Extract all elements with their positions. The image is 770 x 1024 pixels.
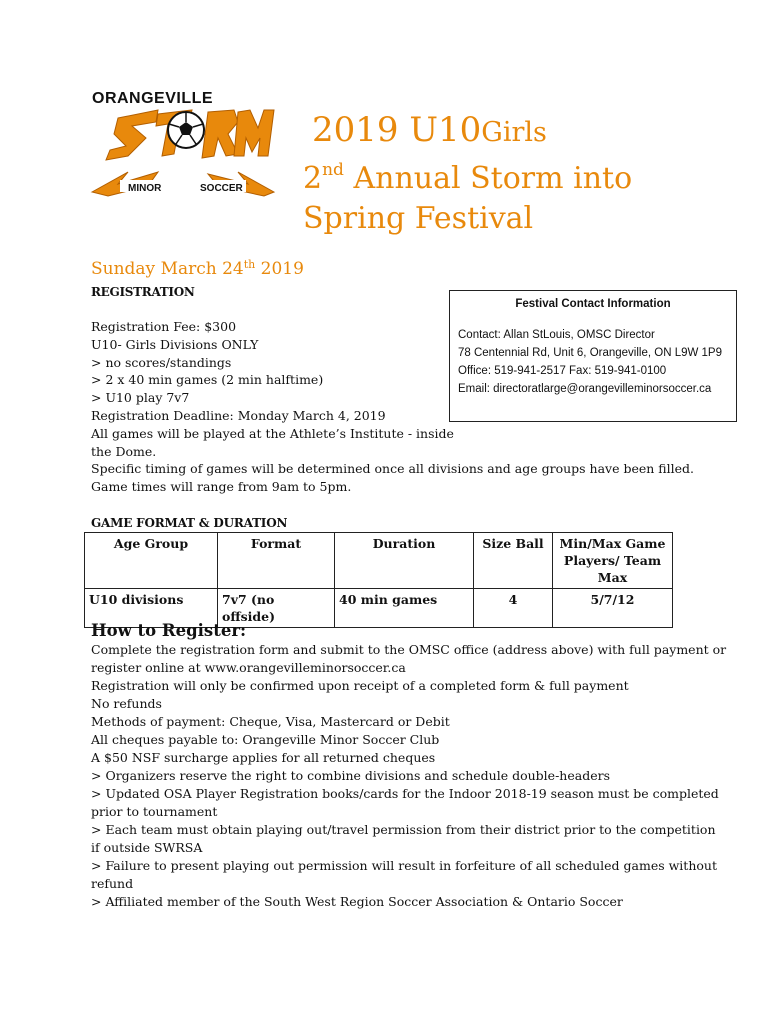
table-header-cell: Format	[218, 533, 335, 589]
registration-line: U10- Girls Divisions ONLY	[91, 336, 259, 352]
how-to-register-heading: How to Register:	[91, 621, 247, 640]
howto-line: > Updated OSA Player Registration books/cards for the Indoor 2018-19 season must be completed	[91, 786, 719, 801]
subtitle-rest: Annual Storm into	[343, 161, 633, 196]
table-cell: 5/7/12	[553, 589, 673, 628]
table-cell: U10 divisions	[85, 589, 218, 628]
subtitle-sup: nd	[322, 160, 344, 180]
soccer-ball-icon	[168, 112, 204, 148]
howto-line: Complete the registration form and submit to the OMSC office (address above) with full payment or	[91, 642, 727, 657]
table-cell: 40 min games	[335, 589, 474, 628]
logo-text-soccer: SOCCER	[200, 183, 243, 194]
table-header-row	[85, 533, 673, 589]
howto-line: > Organizers reserve the right to combine divisions and schedule double-headers	[91, 768, 610, 783]
registration-line: Registration Deadline: Monday March 4, 2019	[91, 407, 386, 423]
registration-line: All games will be played at the Athlete’s Institute - inside	[91, 425, 454, 441]
table-header-cell: Min/Max Game Players/ Team Max	[553, 533, 673, 589]
contact-info-box	[449, 290, 737, 422]
registration-heading: REGISTRATION	[91, 285, 195, 299]
date-suffix: 2019	[255, 259, 304, 279]
subtitle-line-1	[303, 160, 632, 198]
howto-line: prior to tournament	[91, 804, 218, 819]
logo-text-minor: MINOR	[128, 183, 162, 194]
subtitle-line-2: Spring Festival	[303, 201, 534, 236]
table-header-cell: Size Ball	[474, 533, 553, 589]
howto-line: register online at www.orangevilleminorsoccer.ca	[91, 660, 406, 675]
howto-line: A $50 NSF surcharge applies for all returned cheques	[91, 750, 436, 765]
howto-line: refund	[91, 876, 134, 891]
registration-line: > no scores/standings	[91, 354, 232, 370]
table-cell: 7v7 (no offside)	[218, 589, 335, 628]
howto-line: All cheques payable to: Orangeville Minor Soccer Club	[91, 732, 440, 747]
game-format-table	[84, 532, 673, 628]
contact-name: Contact: Allan StLouis, OMSC Director	[458, 329, 655, 341]
registration-line: > 2 x 40 min games (2 min halftime)	[91, 372, 324, 388]
subtitle-num: 2	[303, 161, 323, 196]
howto-line: if outside SWRSA	[91, 840, 203, 855]
date-prefix: Sunday March 24	[91, 259, 244, 279]
contact-email: Email: directoratlarge@orangevilleminorsoccer.ca	[458, 383, 712, 395]
table-cell: 4	[474, 589, 553, 628]
contact-phone: Office: 519-941-2517 Fax: 519-941-0100	[458, 365, 667, 377]
contact-lines	[458, 326, 722, 398]
title-year: 2019 U10	[312, 110, 482, 150]
howto-line: > Failure to present playing out permission will result in forfeiture of all scheduled games without	[91, 858, 717, 873]
title-suffix: Girls	[481, 117, 547, 148]
table-header-cell: Age Group	[85, 533, 218, 589]
registration-line: Game times will range from 9am to 5pm.	[91, 479, 352, 495]
howto-line: > Affiliated member of the South West Region Soccer Association & Ontario Soccer	[91, 894, 623, 909]
contact-title: Festival Contact Information	[515, 298, 671, 310]
howto-line: Registration will only be confirmed upon receipt of a completed form & full payment	[91, 678, 629, 693]
howto-line: No refunds	[91, 696, 162, 711]
event-date	[91, 257, 304, 281]
contact-address: 78 Centennial Rd, Unit 6, Orangeville, ON L9W 1P9	[458, 347, 722, 359]
how-to-register-details	[91, 641, 727, 911]
howto-line: > Each team must obtain playing out/travel permission from their district prior to the competition	[91, 822, 716, 837]
table-header-cell: Duration	[335, 533, 474, 589]
registration-line: the Dome.	[91, 443, 157, 459]
date-sup: th	[243, 258, 256, 271]
registration-line: Registration Fee: $300	[91, 319, 237, 334]
logo-text-orangeville: ORANGEVILLE	[92, 90, 214, 107]
registration-line: Specific timing of games will be determined once all divisions and age groups have been filled.	[91, 461, 695, 477]
howto-line: Methods of payment: Cheque, Visa, Mastercard or Debit	[91, 714, 450, 729]
game-format-heading: GAME FORMAT & DURATION	[91, 516, 288, 530]
page-title	[312, 110, 547, 153]
registration-line: > U10 play 7v7	[91, 390, 190, 406]
